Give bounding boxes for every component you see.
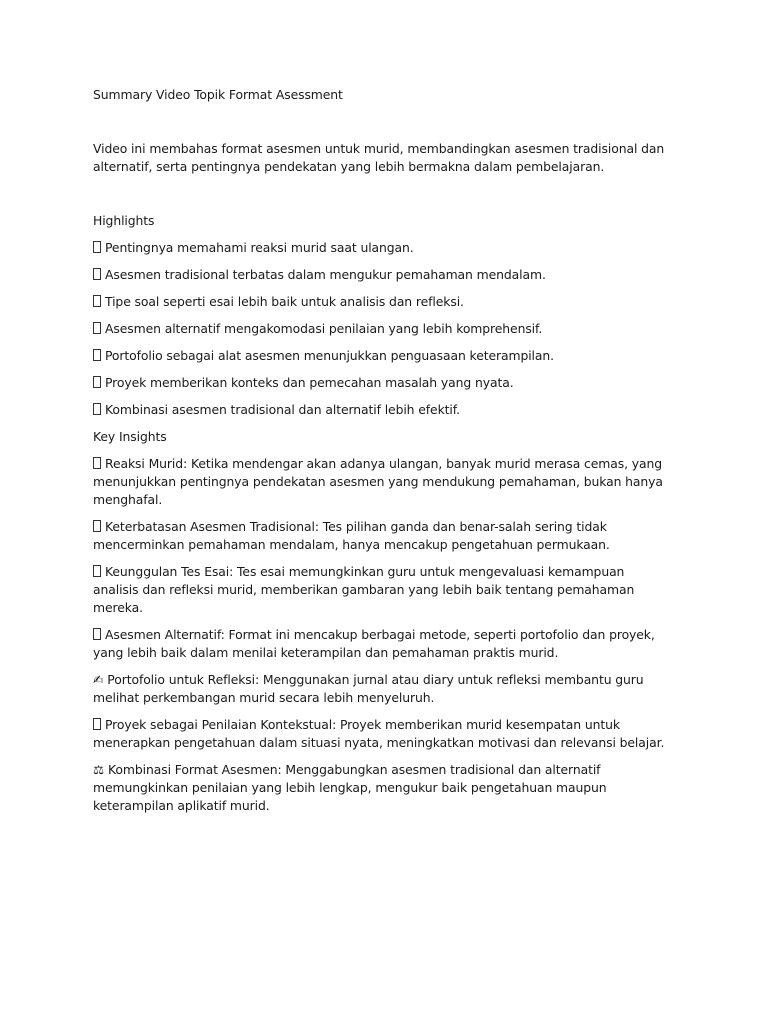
highlight-item-text: Tipe soal seperti esai lebih baik untuk analisis dan refleksi. [105, 294, 464, 309]
highlight-item [93, 266, 673, 284]
insight-item-text: Kombinasi Format Asesmen: Menggabungkan asesmen tradisional dan alternatif memungkinkan penilaian yang lebih lengkap, mengukur baik pengetahuan maupun keterampilan aplikatif murid. [93, 762, 607, 813]
insight-item [93, 518, 673, 554]
missing-glyph-icon [93, 322, 101, 334]
highlight-item-text: Asesmen alternatif mengakomodasi penilaian yang lebih komprehensif. [105, 321, 543, 336]
highlight-item-text: Portofolio sebagai alat asesmen menunjukkan penguasaan keterampilan. [105, 348, 554, 363]
missing-glyph-icon [93, 718, 101, 730]
highlight-item [93, 239, 673, 257]
highlight-item [93, 293, 673, 311]
insight-item [93, 716, 673, 752]
missing-glyph-icon [93, 268, 101, 280]
missing-glyph-icon [93, 628, 101, 640]
highlight-item [93, 320, 673, 338]
key-insights-list [93, 455, 673, 815]
key-insights-heading: Key Insights [93, 429, 167, 444]
highlights-list [93, 239, 673, 419]
highlight-item [93, 347, 673, 365]
highlight-item [93, 374, 673, 392]
missing-glyph-icon [93, 403, 101, 415]
highlight-item-text: Asesmen tradisional terbatas dalam mengukur pemahaman mendalam. [105, 267, 546, 282]
missing-glyph-icon [93, 457, 101, 469]
balance-scale-icon: ⚖ [93, 762, 105, 777]
writing-hand-icon: ✍ [93, 672, 104, 687]
insight-item [93, 563, 673, 617]
insight-item [93, 455, 673, 509]
insight-item-text: Reaksi Murid: Ketika mendengar akan adanya ulangan, banyak murid merasa cemas, yang menunjukkan pentingnya pendekatan asesmen yang mendukung pemahaman, bukan hanya menghafal. [93, 456, 663, 507]
highlight-item-text: Kombinasi asesmen tradisional dan alternatif lebih efektif. [105, 402, 460, 417]
missing-glyph-icon [93, 520, 101, 532]
summary-paragraph: Video ini membahas format asesmen untuk murid, membandingkan asesmen tradisional dan alternatif, serta pentingnya pendekatan yang lebih bermakna dalam pembelajaran. [93, 141, 665, 174]
missing-glyph-icon [93, 241, 101, 253]
missing-glyph-icon [93, 349, 101, 361]
highlight-item [93, 401, 673, 419]
insight-item-text: Keterbatasan Asesmen Tradisional: Tes pilihan ganda dan benar-salah sering tidak mencerminkan pemahaman mendalam, hanya mencakup pengetahuan permukaan. [93, 519, 610, 552]
insight-item-text: Portofolio untuk Refleksi: Menggunakan jurnal atau diary untuk refleksi membantu guru melihat perkembangan murid secara lebih menyeluruh. [93, 672, 644, 705]
highlight-item-text: Pentingnya memahami reaksi murid saat ulangan. [105, 240, 414, 255]
document-title: Summary Video Topik Format Asessment [93, 87, 343, 102]
insight-item [93, 761, 673, 815]
highlight-item-text: Proyek memberikan konteks dan pemecahan masalah yang nyata. [105, 375, 514, 390]
insight-item-text: Proyek sebagai Penilaian Kontekstual: Proyek memberikan murid kesempatan untuk menerapkan pengetahuan dalam situasi nyata, meningkatkan motivasi dan relevansi belajar. [93, 717, 665, 750]
insight-item [93, 626, 673, 662]
missing-glyph-icon [93, 376, 101, 388]
document-page [93, 86, 673, 815]
missing-glyph-icon [93, 565, 101, 577]
insight-item-text: Keunggulan Tes Esai: Tes esai memungkinkan guru untuk mengevaluasi kemampuan analisis dan refleksi murid, memberikan gambaran yang lebih baik tentang pemahaman mereka. [93, 564, 635, 615]
highlights-heading: Highlights [93, 213, 155, 228]
missing-glyph-icon [93, 295, 101, 307]
insight-item-text: Asesmen Alternatif: Format ini mencakup berbagai metode, seperti portofolio dan proyek, yang lebih baik dalam menilai keterampilan dan pemahaman praktis murid. [93, 627, 655, 660]
insight-item [93, 671, 673, 707]
